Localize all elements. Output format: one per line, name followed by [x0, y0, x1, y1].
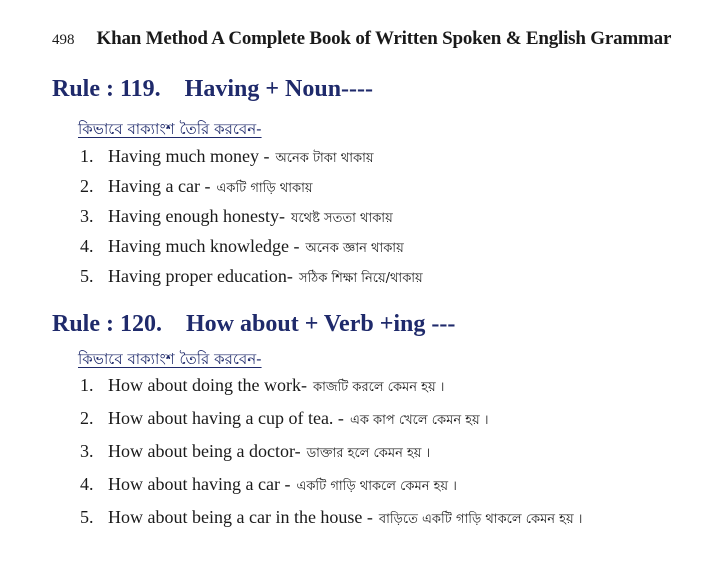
item-english: How about being a car in the house -	[108, 507, 373, 527]
item-index: 1.	[80, 146, 94, 166]
item-english: Having much money -	[108, 146, 270, 166]
rule-119-heading	[52, 76, 373, 103]
list-item	[80, 507, 582, 540]
item-bengali: একটি গাড়ি থাকায়	[216, 181, 313, 196]
rule-120-title: How about + Verb +ing ---	[186, 311, 456, 337]
list-item	[80, 474, 582, 507]
item-index: 5.	[80, 266, 94, 286]
list-item	[80, 146, 423, 176]
item-bengali: ডাক্তার হলে কেমন হয় ।	[306, 446, 431, 461]
list-item	[80, 176, 423, 206]
rule-119-examples	[80, 146, 423, 296]
list-item	[80, 266, 423, 296]
item-english: Having a car -	[108, 176, 211, 196]
rule-119-number: Rule : 119.	[52, 76, 161, 102]
rule-119-subtitle: কিভাবে বাক্যাংশ তৈরি করবেন-	[78, 120, 262, 138]
item-bengali: অনেক টাকা থাকায়	[275, 151, 374, 166]
item-index: 3.	[80, 441, 94, 461]
item-english: Having proper education-	[108, 266, 293, 286]
item-bengali: সঠিক শিক্ষা নিয়ে/থাকায়	[298, 271, 423, 286]
list-item	[80, 375, 582, 408]
item-english: Having much knowledge -	[108, 236, 300, 256]
item-bengali: অনেক জ্ঞান থাকায়	[305, 241, 404, 256]
item-english: How about having a car -	[108, 474, 291, 494]
rule-120-number: Rule : 120.	[52, 311, 162, 337]
item-index: 2.	[80, 408, 94, 428]
item-english: How about having a cup of tea. -	[108, 408, 344, 428]
page-number: 498	[52, 32, 75, 48]
item-index: 3.	[80, 206, 94, 226]
page-header	[52, 28, 700, 50]
item-bengali: একটি গাড়ি থাকলে কেমন হয় ।	[296, 479, 457, 494]
rule-120-subtitle: কিভাবে বাক্যাংশ তৈরি করবেন-	[78, 350, 262, 368]
item-index: 4.	[80, 474, 94, 494]
item-index: 2.	[80, 176, 94, 196]
item-bengali: যথেষ্ট সততা থাকায়	[290, 211, 393, 226]
item-english: Having enough honesty-	[108, 206, 285, 226]
list-item	[80, 236, 423, 266]
rule-119-title: Having + Noun----	[184, 76, 374, 102]
rule-120-examples	[80, 375, 582, 540]
item-index: 4.	[80, 236, 94, 256]
item-english: How about doing the work-	[108, 375, 307, 395]
rule-120-heading	[52, 311, 455, 338]
item-bengali: বাড়িতে একটি গাড়ি থাকলে কেমন হয় ।	[378, 512, 583, 527]
item-index: 1.	[80, 375, 94, 395]
item-bengali: কাজটি করলে কেমন হয় ।	[312, 380, 445, 395]
book-title: Khan Method A Complete Book of Written Spoken & English Grammar	[96, 28, 672, 49]
list-item	[80, 408, 582, 441]
item-english: How about being a doctor-	[108, 441, 301, 461]
list-item	[80, 441, 582, 474]
item-bengali: এক কাপ খেলে কেমন হয় ।	[349, 413, 489, 428]
list-item	[80, 206, 423, 236]
item-index: 5.	[80, 507, 94, 527]
